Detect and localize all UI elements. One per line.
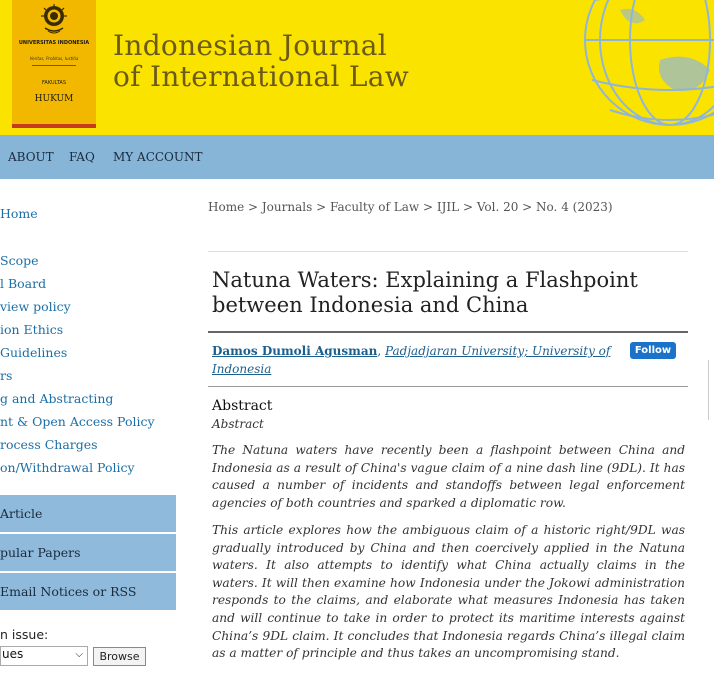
breadcrumb-separator: > [518,200,537,214]
sidebar-link-scope[interactable]: Scope [0,253,39,268]
sidebar-link-publication-ethics[interactable]: ion Ethics [0,322,64,337]
sidebar-link-open-access-policy[interactable]: nt & Open Access Policy [0,414,155,429]
author-line: Damos Dumoli Agusman, Padjadjaran University; University of Indonesia [212,344,611,376]
breadcrumb [208,200,613,214]
logo-motto: Veritas, Probitas, Iustitia [29,56,79,61]
divider [208,386,688,387]
nav-my-account[interactable]: MY ACCOUNT [113,150,203,164]
sidebar-link-guidelines[interactable]: Guidelines [0,345,68,360]
breadcrumb-separator: > [312,200,330,214]
author-affiliation-link[interactable]: Padjadjaran University; University of Indonesia [212,344,611,376]
journal-title[interactable] [113,30,409,92]
journal-title-line2: of International Law [113,60,410,93]
sidebar-link-editorial-board[interactable]: l Board [0,276,47,291]
chevron-down-icon: ⌵ [75,649,83,660]
logo-faculty: HUKUM [34,94,74,104]
globe-icon [560,0,714,135]
sidebar-link-indexing[interactable]: g and Abstracting [0,391,114,406]
sidebar-button-article[interactable]: Article [0,495,176,532]
breadcrumb-volume[interactable]: Vol. 20 [476,200,519,214]
sidebar-link-reviewers[interactable]: rs [0,368,13,383]
sidebar-button-popular-papers[interactable]: pular Papers [0,534,176,571]
article-title: Natuna Waters: Explaining a Flashpoint between Indonesia and China [212,268,638,317]
breadcrumb-separator: > [459,200,477,214]
abstract-paragraph-1: The Natuna waters have recently been a flashpoint between China and Indonesia as a result of China's vague claim of a nine dash line (9DL). It has caused a number of incidents and standoffs between legal enforcement agencies of both countries and sparked a diplomatic row. [212,443,685,510]
breadcrumb-home[interactable]: Home [208,200,245,214]
sidebar-link-withdrawal-policy[interactable]: on/Withdrawal Policy [0,460,135,475]
logo-faculty-small: FAKULTAS [42,80,66,86]
browse-button[interactable]: Browse [93,647,146,666]
scrollbar[interactable] [708,360,714,420]
crest-icon [39,4,69,36]
nav-faq[interactable]: FAQ [69,150,95,164]
issue-select[interactable] [0,646,88,666]
breadcrumb-separator: > [244,200,262,214]
breadcrumb-separator: > [419,200,437,214]
logo-university-text: UNIVERSITAS INDONESIA [18,40,90,46]
breadcrumb-faculty[interactable]: Faculty of Law [329,200,420,214]
journal-title-line1: Indonesian Journal [113,29,388,62]
site-header [0,0,714,135]
follow-button[interactable]: Follow [630,342,676,359]
breadcrumb-issue[interactable]: No. 4 (2023) [536,200,613,214]
divider [208,251,688,252]
logo-divider [32,65,76,66]
sidebar-button-email-notices[interactable]: Email Notices or RSS [0,573,176,610]
university-logo[interactable] [12,0,96,128]
breadcrumb-journals[interactable]: Journals [261,200,313,214]
abstract-heading: Abstract [212,398,273,414]
divider [208,331,688,333]
abstract-subheading: Abstract [212,417,264,431]
sidebar-link-processing-charges[interactable]: rocess Charges [0,437,98,452]
abstract-paragraph-2: This article explores how the ambiguous claim of a historic right/9DL was gradually introduced by China and then coercively applied in the Natuna waters. It also attempts to identify what China actually claims in the waters. It will then examine how Indonesia under the Jokowi administration responds to the claims, and elaborate what measures Indonesia has taken and will continue to take in order to protect its maritime interests against China’s 9DL claim. It concludes that Indonesia regards China’s illegal claim as a matter of principle and thus takes an uncompromising stand. [212,523,685,661]
author-name-link[interactable]: Damos Dumoli Agusman [212,344,378,358]
main-nav [0,135,714,179]
issue-label: n issue: [0,627,49,642]
issue-select-value: ues [2,647,24,661]
nav-about[interactable]: ABOUT [8,150,54,164]
sidebar-link-review-policy[interactable]: view policy [0,299,71,314]
sidebar-home-link[interactable]: Home [0,206,38,221]
breadcrumb-journal[interactable]: IJIL [436,200,460,214]
